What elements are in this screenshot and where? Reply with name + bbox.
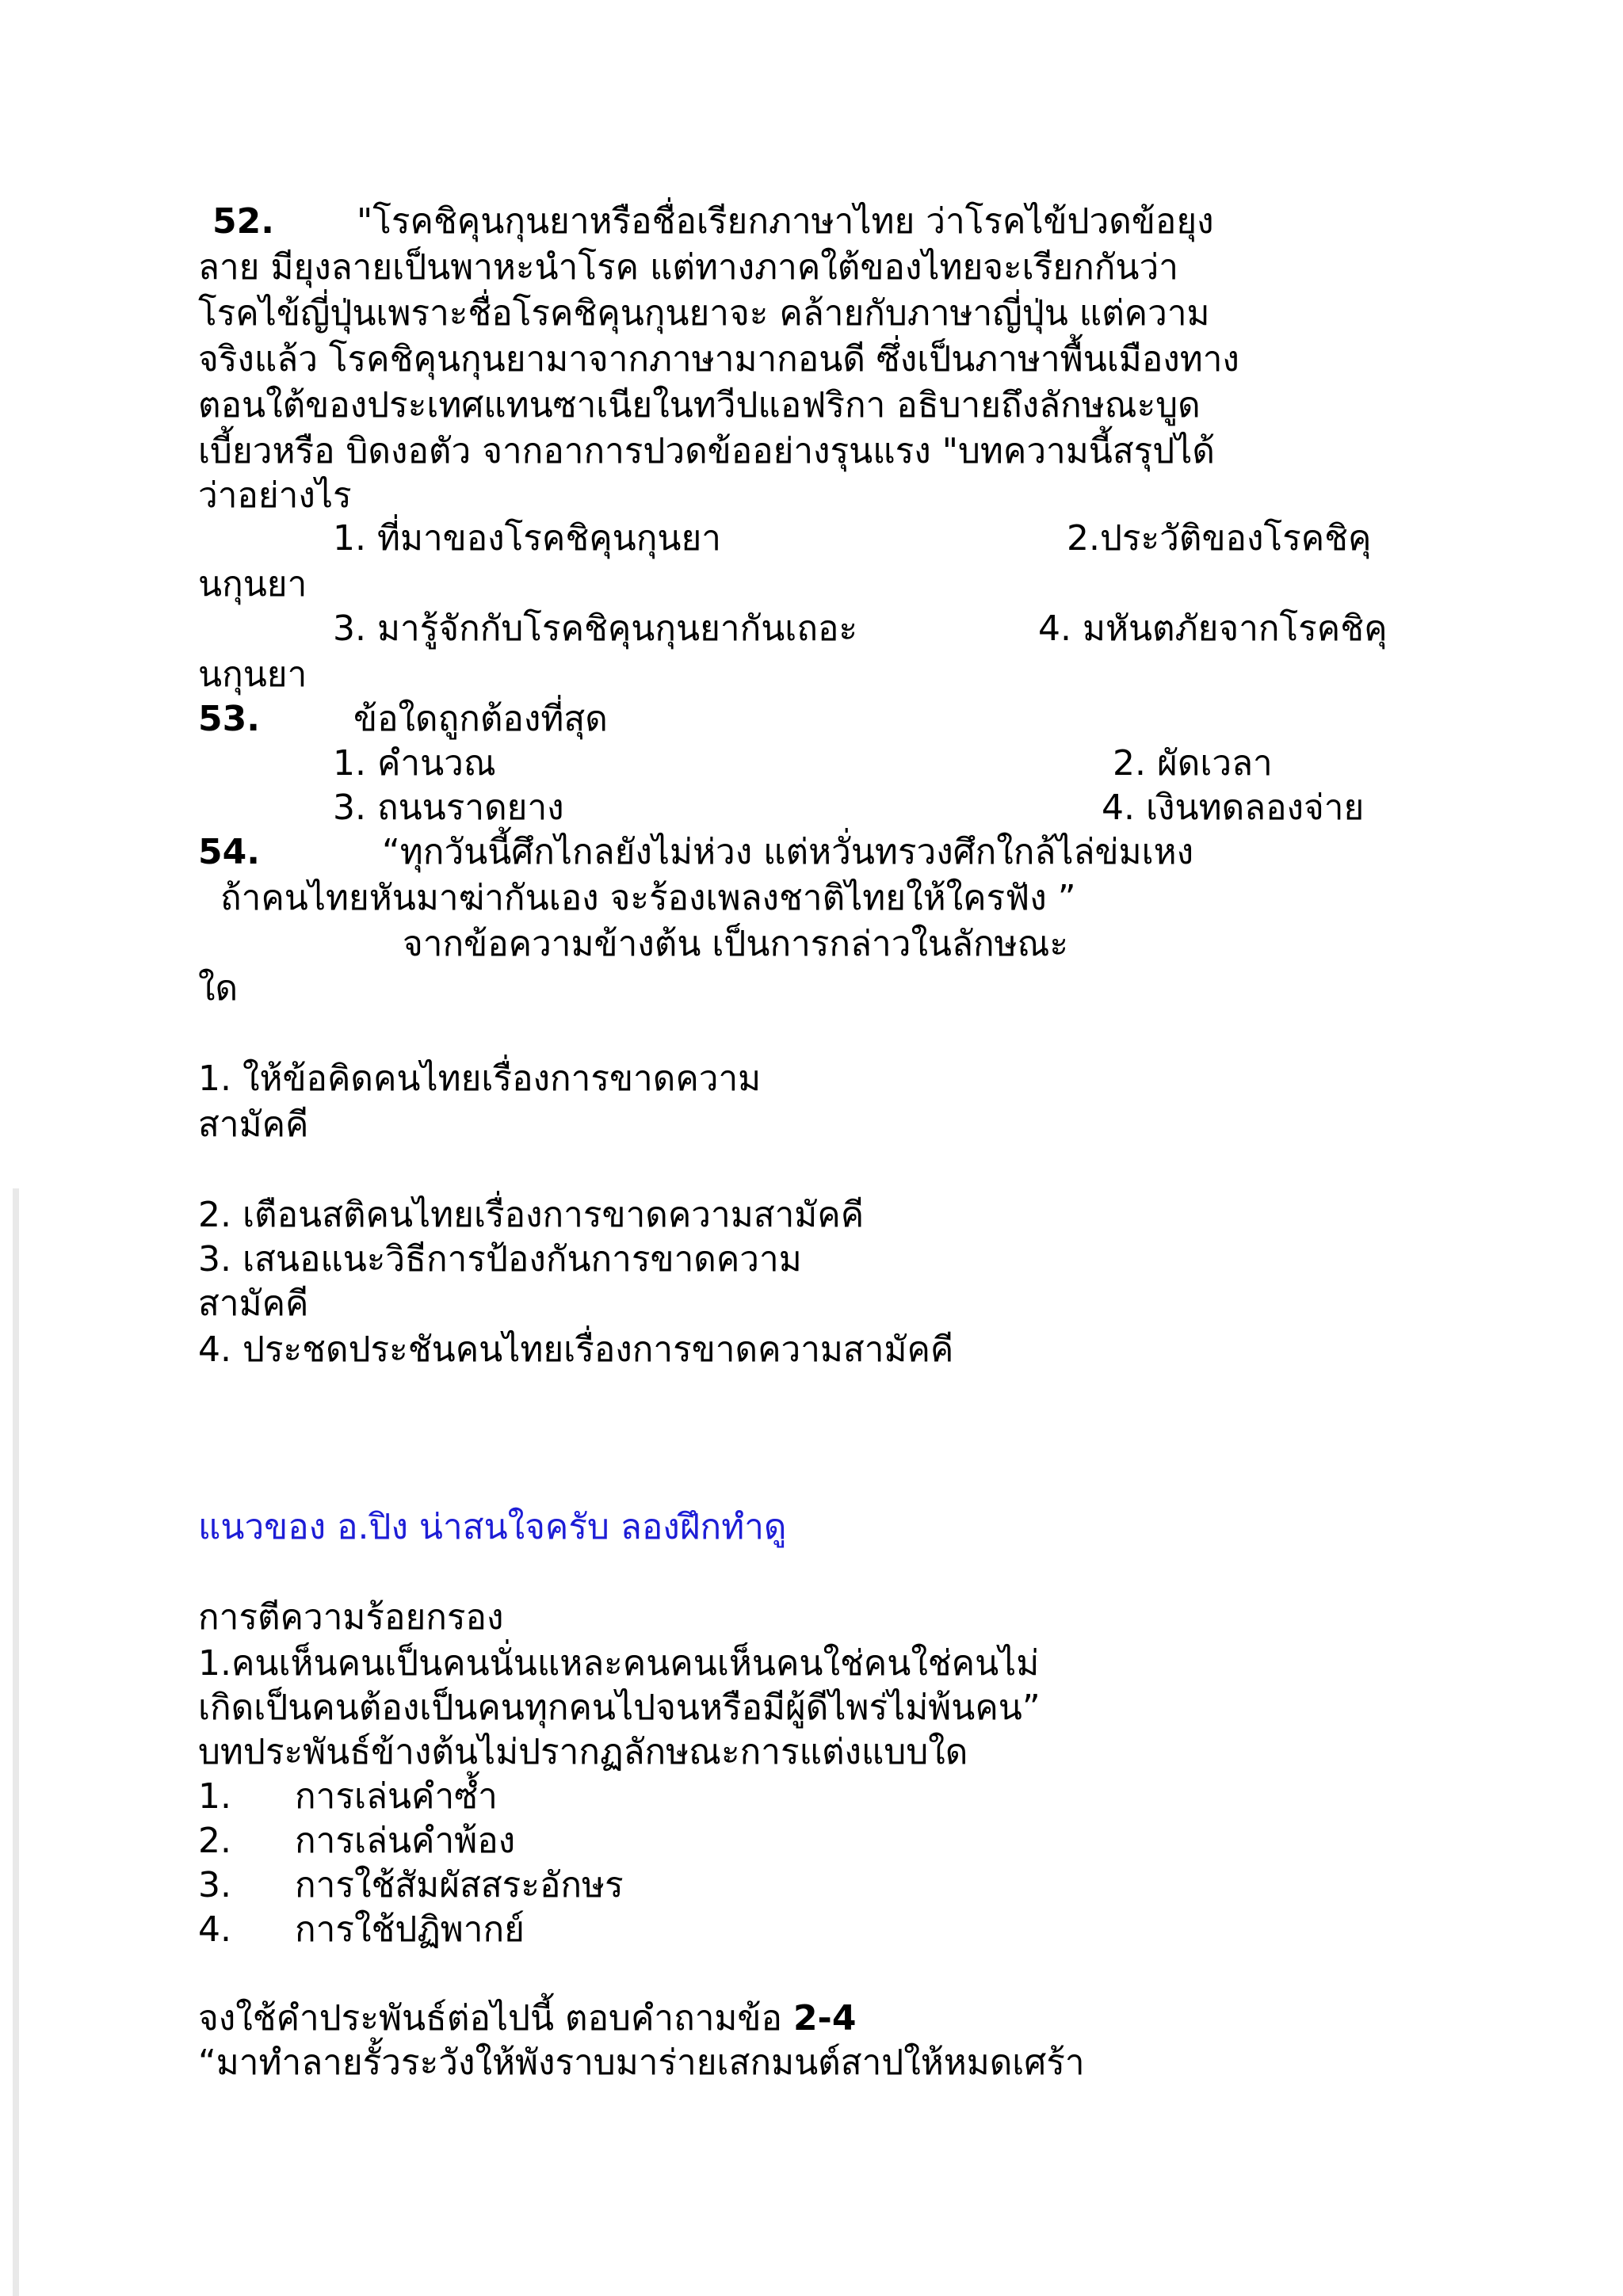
poetry-q1-option-3-number: 3.	[198, 1865, 231, 1905]
poetry-q1-line-2: เกิดเป็นคนต้องเป็นคนทุกคนไปจนหรือมีผู้ดีไพร่ไม่พ้นคน”	[198, 1688, 1041, 1728]
poetry-q1-option-2-number: 2.	[198, 1821, 231, 1861]
poetry-instruction	[198, 1997, 856, 2041]
q52-text-line-7: ว่าอย่างไร	[198, 475, 352, 516]
q52-option-1: 1. ที่มาของโรคชิคุนกุนยา	[333, 518, 721, 559]
q52-option-4-cont: นกุนยา	[198, 654, 307, 695]
poetry-instruction-range: 2-4	[792, 1998, 857, 2039]
q53-option-2: 2. ผัดเวลา	[1113, 743, 1273, 784]
q53-question: ข้อใดถูกต้องที่สุด	[353, 699, 608, 739]
q54-option-3-cont: สามัคคี	[198, 1283, 309, 1324]
poetry-heading: การตีความร้อยกรอง	[198, 1597, 504, 1638]
q53-option-1: 1. คำนวณ	[333, 743, 496, 784]
poetry-q1-option-1-number: 1.	[198, 1776, 231, 1817]
q53-option-3: 3. ถนนราดยาง	[333, 788, 564, 828]
poetry-q1-option-4-text: การใช้ปฏิพากย์	[295, 1909, 525, 1950]
q52-text-line-1: "โรคชิคุนกุนยาหรือชื่อเรียกภาษาไทย ว่าโรคไข้ปวดข้อยุง	[357, 201, 1214, 242]
q54-text-line-1: “ทุกวันนี้ศึกไกลยังไม่ห่วง แต่หวั่นทรวงศึกใกล้ไล่ข่มเหง	[382, 832, 1194, 872]
poetry-verse-line: “มาทำลายรั้วระวังให้พังราบมาร่ายเสกมนต์สาปให้หมดเศร้า	[198, 2042, 1085, 2083]
q52-text-line-4: จริงแล้ว โรคชิคุนกุนยามาจากภาษามากอนดี ซึ่งเป็นภาษาพื้นเมืองทาง	[198, 339, 1239, 379]
q52-option-3: 3. มารู้จักกับโรคชิคุนกุนยากันเถอะ	[333, 608, 858, 649]
q52-text-line-3: โรคไข้ญี่ปุ่นเพราะชื่อโรคชิคุนกุนยาจะ คล้ายกับภาษาญี่ปุ่น แต่ความ	[198, 293, 1210, 334]
poetry-q1-option-2-text: การเล่นคำพ้อง	[295, 1821, 516, 1861]
q54-number: 54.	[198, 832, 260, 872]
poetry-q1-option-3-text: การใช้สัมผัสสระอักษร	[295, 1865, 624, 1905]
poetry-q1-line-1: 1.คนเห็นคนเป็นคนนั่นแหละคนคนเห็นคนใช่คนใช่คนไม่	[198, 1643, 1040, 1684]
q52-text-line-5: ตอนใต้ของประเทศแทนซาเนียในทวีปแอฟริกา อธิบายถึงลักษณะบูด	[198, 385, 1201, 425]
poetry-q1-option-4-number: 4.	[198, 1909, 231, 1950]
q54-text-line-2: ถ้าคนไทยหันมาฆ่ากันเอง จะร้องเพลงชาติไทยให้ใครฟัง ”	[220, 878, 1076, 918]
q54-text-line-4: ใด	[198, 968, 239, 1009]
q52-option-2: 2.ประวัติของโรคชิคุ	[1067, 518, 1372, 559]
q54-option-2: 2. เตือนสติคนไทยเรื่องการขาดความสามัคคี	[198, 1195, 865, 1235]
poetry-q1-option-1-text: การเล่นคำซ้ำ	[295, 1776, 498, 1817]
q53-option-4: 4. เงินทดลองจ่าย	[1102, 788, 1365, 828]
poetry-q1-line-3: บทประพันธ์ข้างต้นไม่ปรากฏลักษณะการแต่งแบบใด	[198, 1732, 968, 1772]
page-edge-shadow	[13, 1188, 19, 2296]
q54-option-1: 1. ให้ข้อคิดคนไทยเรื่องการขาดความ	[198, 1058, 762, 1099]
q52-number: 52.	[212, 201, 274, 242]
poetry-instruction-text: จงใช้คำประพันธ์ต่อไปนี้ ตอบคำถามข้อ	[198, 1998, 782, 2039]
q52-option-2-cont: นกุนยา	[198, 564, 307, 605]
q52-text-line-2: ลาย มียุงลายเป็นพาหะนำโรค แต่ทางภาคใต้ของไทยจะเรียกกันว่า	[198, 247, 1178, 288]
q53-number: 53.	[198, 699, 260, 739]
q54-option-4: 4. ประชดประชันคนไทยเรื่องการขาดความสามัคคี	[198, 1329, 954, 1370]
q52-text-line-6: เบี้ยวหรือ บิดงอตัว จากอาการปวดข้ออย่างรุนแรง "บทความนี้สรุปได้	[198, 431, 1215, 471]
q52-option-4: 4. มหันตภัยจากโรคชิคุ	[1038, 608, 1388, 649]
q54-option-1-cont: สามัคคี	[198, 1104, 309, 1145]
section-note: แนวของ อ.ปิง น่าสนใจครับ ลองฝึกทำดู	[198, 1507, 787, 1547]
q54-text-line-3: จากข้อความข้างต้น เป็นการกล่าวในลักษณะ	[403, 924, 1069, 964]
q54-option-3: 3. เสนอแนะวิธีการป้องกันการขาดความ	[198, 1239, 802, 1280]
